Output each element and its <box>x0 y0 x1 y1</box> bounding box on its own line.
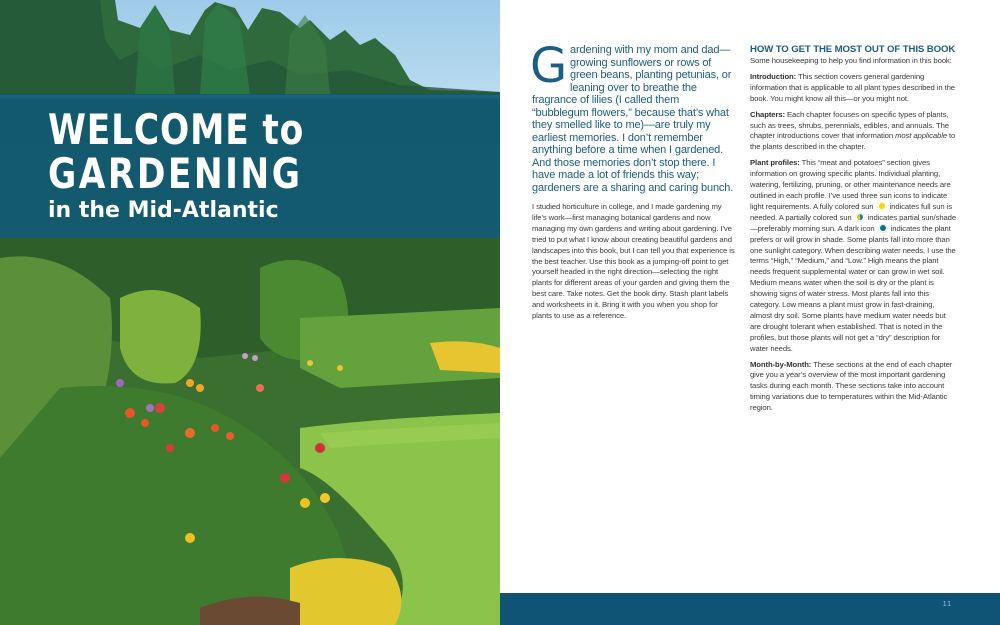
section-chapters <box>750 110 958 154</box>
section-label: Introduction: <box>750 71 797 81</box>
page-footer-bar <box>500 593 1000 625</box>
section-label: Plant profiles: <box>750 158 800 168</box>
section-text: indicates full sun is needed. A partially colored sun <box>750 201 952 222</box>
section-text: This section covers general gardening information that is applicable to all plant types described in the book. You might know all this—or you might not. <box>750 71 955 103</box>
evergreen-trees <box>0 0 500 95</box>
title-line-1: WELCOME to <box>48 105 305 154</box>
drop-cap: G <box>530 38 568 94</box>
partial-sun-icon <box>855 213 865 222</box>
shade-icon <box>878 224 888 233</box>
section-text: This “meat and potatoes” section gives information on growing specific plants. Individual planting, watering, fertilizing, pruning, or other maintenance needs are outlined in each profile. I’ve used three sun icons to indicate light requirements. A fully colored sun <box>750 158 951 211</box>
intro-text: ardening with my mom and dad—growing sunflowers or rows of green beans, planting petunias, or leaning over to breathe the fragrance of lilies (I called them “bubblegum flowers,” because that’s what they smelled like to me)—are truly my earliest memories. I don’t remember anything before a time when I gardened. And those memories don’t stop there. I have made a lot of friends this way; gardeners are a sharing and caring bunch. <box>532 44 734 194</box>
section-month-by-month <box>750 360 958 415</box>
full-sun-icon <box>877 202 887 211</box>
section-introduction <box>750 72 958 105</box>
section-text: to the plants described in the chapter. <box>750 131 956 152</box>
section-label: Month-by-Month: <box>750 359 812 369</box>
sidebar-heading: HOW TO GET THE MOST OUT OF THIS BOOK <box>750 44 956 55</box>
section-plant-profiles <box>750 158 958 354</box>
emphasis-text: most applicable <box>895 131 947 141</box>
title-line-3: in the Mid-Atlantic <box>48 198 279 223</box>
section-text: indicates the plant prefers or will grow in shade. Some plants fall into more than one sunlight category. When describing water needs, I use the terms “High,” “Medium,” and “Low.” High means the plant needs frequent supplemental water or can grow in wet soil. Medium means water when the soil is dry or the plant is showing signs of water stress. Most plants fall into this category. Low means a plant must grow in fast-draining, almost dry soil. Some plants have medium water needs but are drought tolerant when established. That is noted in the profiles, but those plants will not get a “dry” description for water needs. <box>750 223 956 353</box>
section-text: These sections at the end of each chapter give you a year’s overview of the most important gardening tasks during each month. These sections take into account timing variations due to temperatures within the Mid-Atlantic region. <box>750 359 953 413</box>
page-number: 11 <box>942 601 952 608</box>
flower-garden <box>0 238 500 625</box>
section-text: indicates partial sun/shade—preferably morning sun. A dark icon <box>750 212 957 233</box>
sidebar-column <box>750 44 958 419</box>
title-banner <box>0 94 500 238</box>
section-label: Chapters: <box>750 109 785 119</box>
sidebar-subheading: Some housekeeping to help you find information in this book: <box>750 56 952 65</box>
title-line-2: GARDENING <box>48 149 303 198</box>
section-text: Each chapter focuses on specific types of plants, such as trees, shrubs, perennials, edibles, and annuals. The chapter introductions cover that information <box>750 109 949 141</box>
main-column <box>530 38 737 322</box>
intro-paragraph <box>530 38 737 194</box>
body-paragraph: I studied horticulture in college, and I made gardening my life’s work—first managing botanical gardens and now managing my own gardens and writing about gardening. I’ve tried to put what I know about creating beautiful gardens and landscapes into this book, but I can tell you that experience is the best teacher. Use this book as a jumping-off point to get yourself headed in the right direction—selecting the right plants for different areas of your garden and giving them the best care. Take notes. Get the book dirty. Stash plant labels and worksheets in it. Bring it with you when you shop for plants to use as a reference. <box>532 202 735 321</box>
